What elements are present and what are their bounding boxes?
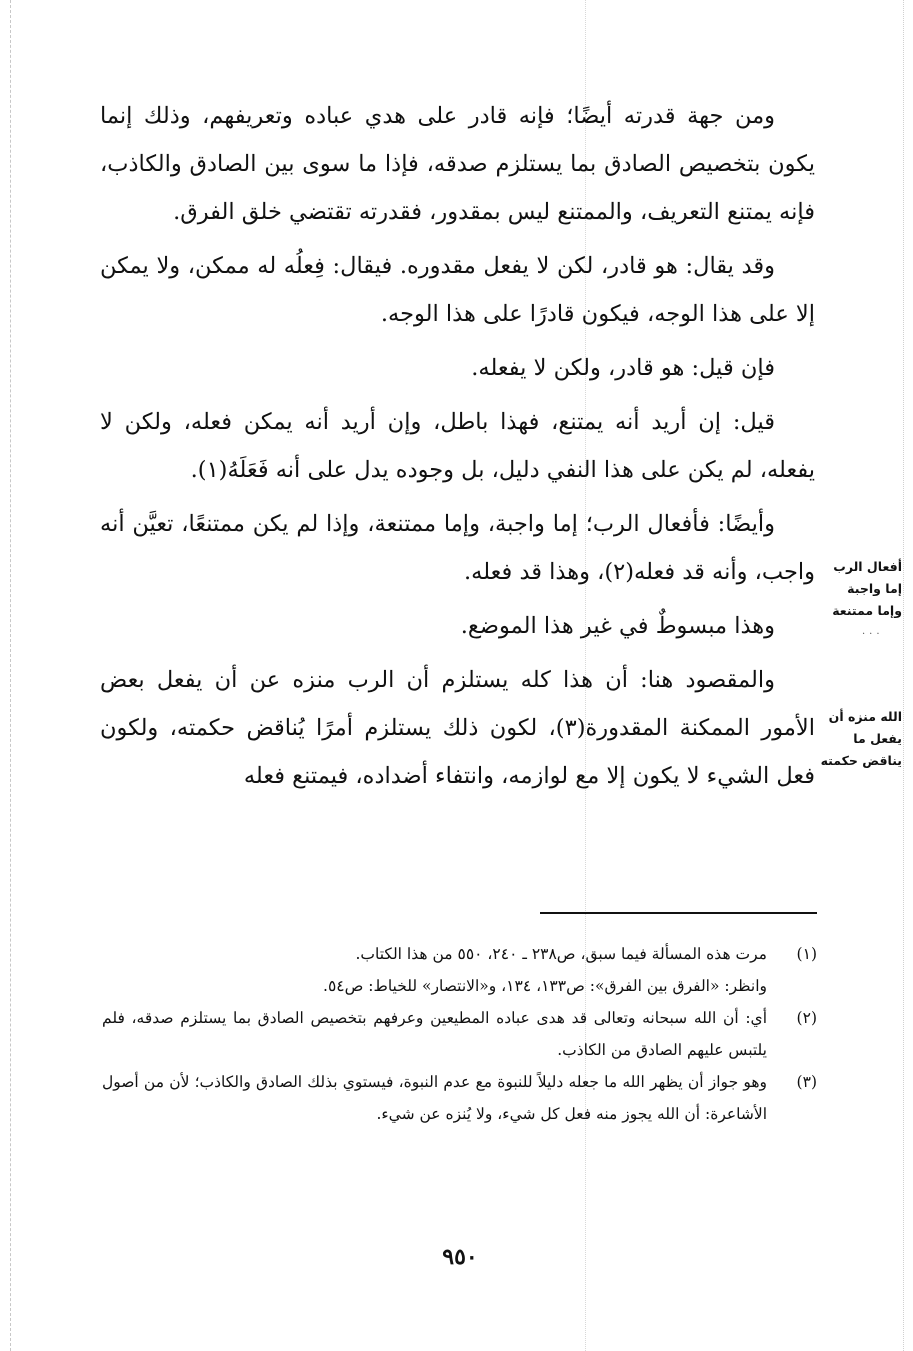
paragraph: ومن جهة قدرته أيضًا؛ فإنه قادر على هدي عباده وتعريفهم، وذلك إنما يكون بتخصيص الصادق بما يستلزم صدقه، فإذا ما سوى بين الصادق والكاذب، فإنه يمتنع التعريف، والممتنع ليس بمقدور، فقدرته تقتضي خلق الفرق. [100, 103, 815, 225]
footnote-separator [540, 912, 817, 914]
paragraph: والمقصود هنا: أن هذا كله يستلزم أن الرب منزه عن أن يفعل بعض الأمور الممكنة المقدورة(٣)، لكون ذلك يستلزم أمرًا يُناقض حكمته، ولكون فعل الشيء لا يكون إلا مع لوازمه، وانتفاء أضداده، فيمتنع فعله [100, 667, 816, 789]
footnote-text: أي: أن الله سبحانه وتعالى قد هدى عباده المطيعين وعرفهم بتخصيص الصادق بما يستلزم صدقه، فلم يلتبس عليهم الصادق من الكاذب. [102, 1009, 767, 1059]
footnote-1 [102, 938, 817, 970]
footnote-number: (١) [796, 945, 817, 963]
paragraph: وقد يقال: هو قادر، لكن لا يفعل مقدوره. فيقال: فِعلُه له ممكن، ولا يمكن إلا على هذا الوجه، فيكون قادرًا على هذا الوجه. [100, 253, 815, 327]
main-text [100, 92, 815, 806]
footnote-text: وانظر: «الفرق بين الفرق»: ص١٣٣، ١٣٤، و«الانتصار» للخياط: ص٥٤. [323, 977, 767, 995]
footnote-2 [102, 1002, 817, 1066]
page-number: ٩٥٠ [442, 1244, 478, 1270]
paragraph: وأيضًا: فأفعال الرب؛ إما واجبة، وإما ممتنعة، وإذا لم يكن ممتنعًا، تعيَّن أنه واجب، وأنه قد فعله(٢)، وهذا قد فعله. [100, 511, 815, 585]
footnotes [102, 938, 817, 1130]
paragraph: وهذا مبسوطٌ في غير هذا الموضع. [460, 613, 775, 639]
margin-note-divine-acts: أفعال الرب إما واجبة وإما ممتنعة [832, 559, 902, 618]
footnote-3 [102, 1066, 817, 1130]
paragraph: فإن قيل: هو قادر، ولكن لا يفعله. [471, 355, 775, 381]
paragraph: قيل: إن أريد أنه يمتنع، فهذا باطل، وإن أريد أنه يمكن فعله، ولكن لا يفعله، لم يكن على هذا النفي دليل، بل وجوده يدل على أنه فَعَلَهُ(١). [100, 409, 815, 483]
footnote-text: وهو جواز أن يظهر الله ما جعله دليلاً للنبوة مع عدم النبوة، فيستوي بذلك الصادق والكاذب؛ لأن من أصول الأشاعرة: أن الله يجوز منه فعل كل شيء، ولا يُنزه عن شيء. [102, 1073, 767, 1123]
scan-edge-left [10, 0, 11, 1351]
margin-dots: ... [862, 626, 884, 637]
footnote-number: (٢) [796, 1009, 817, 1027]
margin-note-divine-wisdom: الله منزه أن يفعل ما يناقض حكمته [820, 709, 902, 768]
scan-edge-right [903, 0, 904, 1351]
footnote-number: (٣) [796, 1073, 817, 1091]
footnote-text: مرت هذه المسألة فيما سبق، ص٢٣٨ ـ ٢٤٠، ٥٥٠ من هذا الكتاب. [355, 945, 767, 963]
